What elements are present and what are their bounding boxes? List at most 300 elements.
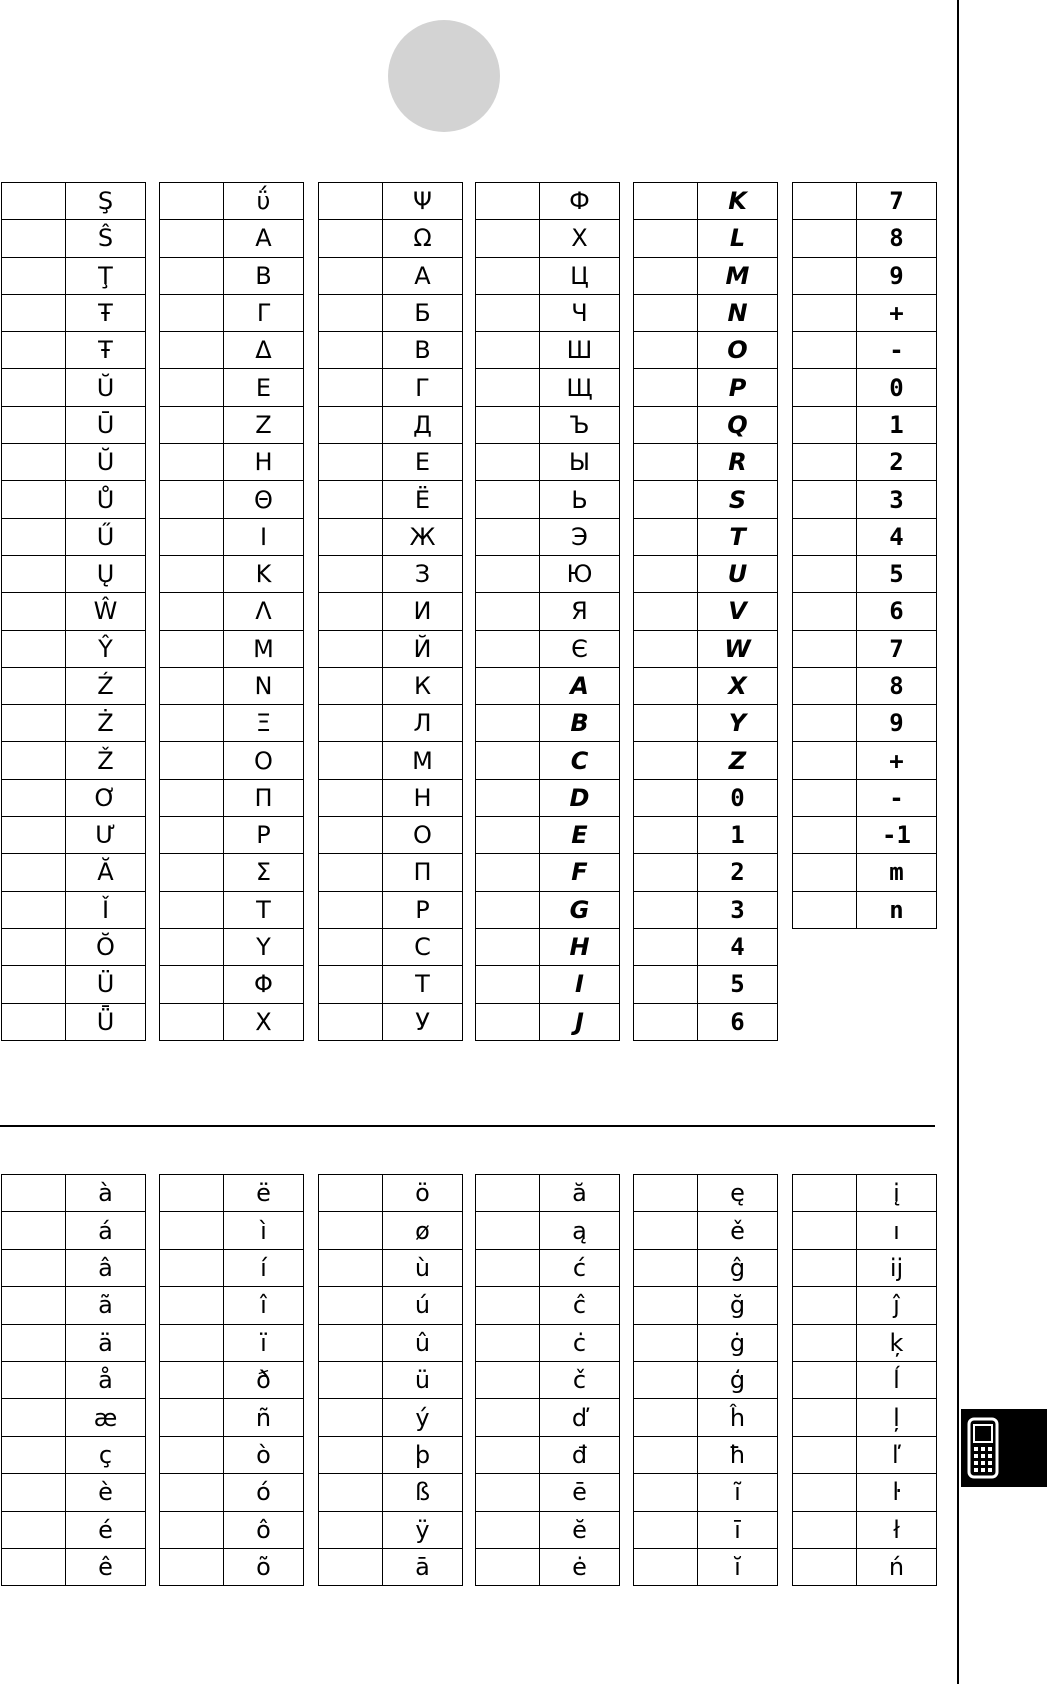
code-cell — [634, 1548, 698, 1585]
table-row — [160, 1399, 304, 1436]
table-row — [476, 1212, 620, 1249]
table-row — [160, 630, 304, 667]
char-cell: Ư — [66, 817, 146, 854]
code-cell — [476, 1175, 540, 1212]
table-row — [634, 294, 778, 331]
char-cell: Υ — [224, 928, 304, 965]
code-cell — [160, 1436, 224, 1473]
code-cell — [476, 257, 540, 294]
table-row — [793, 1212, 937, 1249]
table-row — [319, 817, 463, 854]
code-cell — [476, 183, 540, 220]
table-row — [319, 1249, 463, 1286]
char-cell: ĵ — [857, 1287, 937, 1324]
code-cell — [793, 183, 857, 220]
table-row — [793, 1474, 937, 1511]
code-cell — [319, 481, 383, 518]
code-cell — [160, 406, 224, 443]
top-tables-6 — [792, 182, 937, 929]
char-cell: ı — [857, 1212, 937, 1249]
char-cell: X — [698, 667, 778, 704]
table-row — [319, 854, 463, 891]
code-cell — [319, 1436, 383, 1473]
table-row — [793, 1175, 937, 1212]
code-cell — [476, 444, 540, 481]
char-cell: ä — [66, 1324, 146, 1361]
table-row — [476, 1175, 620, 1212]
code-cell — [476, 779, 540, 816]
code-cell — [319, 332, 383, 369]
code-cell — [2, 630, 66, 667]
table-row — [160, 518, 304, 555]
code-cell — [2, 966, 66, 1003]
table-row — [634, 1474, 778, 1511]
code-cell — [634, 705, 698, 742]
char-cell: M — [698, 257, 778, 294]
char-cell: ü — [383, 1361, 463, 1398]
table-row — [319, 1287, 463, 1324]
char-cell: Ű — [66, 518, 146, 555]
table-row — [319, 1511, 463, 1548]
char-cell: ġ — [698, 1324, 778, 1361]
table-row — [160, 1474, 304, 1511]
code-cell — [319, 779, 383, 816]
code-cell — [476, 705, 540, 742]
table-row — [2, 220, 146, 257]
code-cell — [2, 1511, 66, 1548]
char-cell: ú — [383, 1287, 463, 1324]
char-cell: ã — [66, 1287, 146, 1324]
code-cell — [319, 444, 383, 481]
code-cell — [160, 1175, 224, 1212]
code-cell — [319, 1175, 383, 1212]
char-cell: à — [66, 1175, 146, 1212]
char-cell: Τ — [224, 891, 304, 928]
code-cell — [160, 928, 224, 965]
table-row — [793, 332, 937, 369]
table-row — [476, 481, 620, 518]
char-cell: Ŭ — [66, 369, 146, 406]
code-cell — [319, 1511, 383, 1548]
char-cell: Ŏ — [66, 928, 146, 965]
code-cell — [319, 220, 383, 257]
code-cell — [160, 1324, 224, 1361]
table-row — [476, 966, 620, 1003]
table-row — [160, 966, 304, 1003]
code-cell — [793, 518, 857, 555]
code-cell — [160, 1548, 224, 1585]
table-row — [160, 593, 304, 630]
table-row — [2, 705, 146, 742]
code-cell — [319, 593, 383, 630]
code-cell — [2, 1287, 66, 1324]
char-cell: ń — [857, 1548, 937, 1585]
table-row — [2, 518, 146, 555]
table-row — [476, 705, 620, 742]
table-row — [634, 1436, 778, 1473]
bottom-tables-2 — [159, 1174, 304, 1586]
char-cell: ă — [540, 1175, 620, 1212]
code-cell — [634, 369, 698, 406]
char-cell: ĥ — [698, 1399, 778, 1436]
code-cell — [793, 555, 857, 592]
char-cell: Ь — [540, 481, 620, 518]
table-row — [793, 1548, 937, 1585]
table-row — [2, 742, 146, 779]
code-cell — [793, 742, 857, 779]
code-cell — [634, 928, 698, 965]
top-tables-2 — [159, 182, 304, 1041]
char-cell: þ — [383, 1436, 463, 1473]
char-cell: K — [698, 183, 778, 220]
table-row — [319, 555, 463, 592]
table-row — [793, 667, 937, 704]
table-row — [634, 183, 778, 220]
table-row — [160, 481, 304, 518]
table-row — [2, 332, 146, 369]
char-cell: U — [698, 555, 778, 592]
table-row — [319, 1361, 463, 1398]
code-cell — [160, 518, 224, 555]
code-cell — [2, 1361, 66, 1398]
char-cell: Т — [383, 966, 463, 1003]
char-cell: đ — [540, 1436, 620, 1473]
code-cell — [793, 481, 857, 518]
code-cell — [793, 369, 857, 406]
table-row — [634, 891, 778, 928]
char-cell: Є — [540, 630, 620, 667]
char-cell: T — [698, 518, 778, 555]
char-cell: č — [540, 1361, 620, 1398]
code-cell — [793, 1249, 857, 1286]
code-cell — [793, 1511, 857, 1548]
code-cell — [319, 705, 383, 742]
code-cell — [160, 854, 224, 891]
code-cell — [476, 1399, 540, 1436]
code-cell — [793, 705, 857, 742]
table-row — [793, 1399, 937, 1436]
code-cell — [634, 593, 698, 630]
char-cell: Ρ — [224, 817, 304, 854]
char-cell: ą — [540, 1212, 620, 1249]
table-row — [634, 928, 778, 965]
code-cell — [634, 1361, 698, 1398]
table-row — [319, 406, 463, 443]
char-cell: 8 — [857, 220, 937, 257]
code-cell — [160, 891, 224, 928]
code-cell — [160, 1287, 224, 1324]
table-row — [319, 742, 463, 779]
table-row — [319, 257, 463, 294]
code-cell — [319, 1324, 383, 1361]
code-cell — [793, 1399, 857, 1436]
table-row — [476, 630, 620, 667]
char-cell: Ü — [66, 966, 146, 1003]
table-row — [476, 1474, 620, 1511]
code-cell — [2, 183, 66, 220]
code-cell — [160, 1249, 224, 1286]
char-cell: J — [540, 1003, 620, 1040]
code-cell — [476, 1511, 540, 1548]
char-cell: Г — [383, 369, 463, 406]
table-row — [2, 817, 146, 854]
table-row — [319, 779, 463, 816]
code-cell — [160, 1361, 224, 1398]
char-cell: Ο — [224, 742, 304, 779]
char-cell: ç — [66, 1436, 146, 1473]
table-row — [634, 593, 778, 630]
table-row — [793, 742, 937, 779]
code-cell — [476, 593, 540, 630]
table-row — [793, 630, 937, 667]
char-cell: О — [383, 817, 463, 854]
bottom-tables-3 — [318, 1174, 463, 1586]
table-row — [2, 630, 146, 667]
code-cell — [319, 630, 383, 667]
code-cell — [793, 593, 857, 630]
table-row — [476, 1548, 620, 1585]
char-cell: Γ — [224, 294, 304, 331]
table-row — [476, 444, 620, 481]
table-row — [2, 1399, 146, 1436]
char-cell: ö — [383, 1175, 463, 1212]
code-cell — [634, 854, 698, 891]
code-cell — [319, 928, 383, 965]
table-row — [160, 891, 304, 928]
code-cell — [160, 1212, 224, 1249]
char-cell: 7 — [857, 630, 937, 667]
table-row — [476, 891, 620, 928]
char-cell: æ — [66, 1399, 146, 1436]
table-row — [160, 1436, 304, 1473]
code-cell — [2, 854, 66, 891]
table-row — [793, 444, 937, 481]
char-cell: - — [857, 779, 937, 816]
char-cell: 0 — [857, 369, 937, 406]
table-row — [793, 1324, 937, 1361]
code-cell — [476, 1003, 540, 1040]
code-cell — [2, 1175, 66, 1212]
code-cell — [319, 1474, 383, 1511]
table-row — [160, 1324, 304, 1361]
table-row — [319, 183, 463, 220]
table-row — [476, 183, 620, 220]
code-cell — [476, 817, 540, 854]
code-cell — [160, 294, 224, 331]
char-cell: Б — [383, 294, 463, 331]
code-cell — [2, 705, 66, 742]
code-cell — [634, 294, 698, 331]
char-cell: õ — [224, 1548, 304, 1585]
table-row — [476, 1324, 620, 1361]
table-row — [319, 294, 463, 331]
code-cell — [160, 555, 224, 592]
code-cell — [634, 742, 698, 779]
code-cell — [634, 406, 698, 443]
table-row — [793, 1436, 937, 1473]
section-divider — [0, 1125, 935, 1127]
char-cell: C — [540, 742, 620, 779]
table-row — [2, 1474, 146, 1511]
table-row — [319, 667, 463, 704]
table-row — [319, 1212, 463, 1249]
char-cell: ĩ — [698, 1474, 778, 1511]
char-cell: Ψ — [383, 183, 463, 220]
code-cell — [319, 294, 383, 331]
code-cell — [319, 555, 383, 592]
char-cell: Ů — [66, 481, 146, 518]
code-cell — [160, 1399, 224, 1436]
table-row — [2, 966, 146, 1003]
code-cell — [634, 183, 698, 220]
code-cell — [160, 630, 224, 667]
code-cell — [319, 257, 383, 294]
char-cell: ó — [224, 1474, 304, 1511]
table-row — [793, 854, 937, 891]
code-cell — [2, 779, 66, 816]
table-row — [319, 1436, 463, 1473]
table-row — [476, 593, 620, 630]
code-cell — [160, 183, 224, 220]
code-cell — [634, 1003, 698, 1040]
char-cell: Y — [698, 705, 778, 742]
table-row — [160, 928, 304, 965]
char-cell: 9 — [857, 257, 937, 294]
table-row — [634, 1249, 778, 1286]
table-row — [476, 406, 620, 443]
table-row — [634, 1287, 778, 1324]
char-cell: û — [383, 1324, 463, 1361]
table-row — [793, 891, 937, 928]
char-cell: Θ — [224, 481, 304, 518]
code-cell — [634, 1287, 698, 1324]
table-row — [476, 779, 620, 816]
table-row — [2, 183, 146, 220]
code-cell — [319, 891, 383, 928]
table-row — [2, 1324, 146, 1361]
table-row — [634, 1548, 778, 1585]
code-cell — [634, 257, 698, 294]
char-cell: Х — [540, 220, 620, 257]
char-cell: ğ — [698, 1287, 778, 1324]
table-row — [476, 1249, 620, 1286]
char-cell: Ų — [66, 555, 146, 592]
char-cell: ò — [224, 1436, 304, 1473]
table-row — [476, 220, 620, 257]
table-row — [634, 705, 778, 742]
table-row — [793, 555, 937, 592]
code-cell — [476, 1474, 540, 1511]
char-cell: Ŷ — [66, 630, 146, 667]
code-cell — [2, 1399, 66, 1436]
top-tables-4 — [475, 182, 620, 1041]
char-cell: Ŵ — [66, 593, 146, 630]
code-cell — [793, 1287, 857, 1324]
char-cell: + — [857, 294, 937, 331]
table-row — [160, 332, 304, 369]
code-cell — [476, 518, 540, 555]
code-cell — [634, 220, 698, 257]
code-cell — [2, 481, 66, 518]
code-cell — [476, 667, 540, 704]
char-cell: Δ — [224, 332, 304, 369]
char-cell: í — [224, 1249, 304, 1286]
table-row — [160, 1548, 304, 1585]
table-row — [634, 481, 778, 518]
table-row — [160, 1361, 304, 1398]
code-cell — [160, 332, 224, 369]
char-cell: ĕ — [540, 1511, 620, 1548]
table-row — [476, 1511, 620, 1548]
char-cell: ÿ — [383, 1511, 463, 1548]
table-row — [634, 630, 778, 667]
table-row — [2, 1361, 146, 1398]
code-cell — [319, 183, 383, 220]
code-cell — [2, 891, 66, 928]
char-cell: ĉ — [540, 1287, 620, 1324]
table-row — [634, 518, 778, 555]
table-row — [319, 593, 463, 630]
char-cell: Β — [224, 257, 304, 294]
table-row — [476, 1361, 620, 1398]
table-row — [634, 1175, 778, 1212]
code-cell — [634, 966, 698, 1003]
code-cell — [634, 1436, 698, 1473]
code-cell — [2, 518, 66, 555]
table-row — [634, 1324, 778, 1361]
char-cell: Ơ — [66, 779, 146, 816]
table-row — [319, 1399, 463, 1436]
table-row — [793, 481, 937, 518]
table-row — [160, 294, 304, 331]
code-cell — [793, 1548, 857, 1585]
char-cell: Щ — [540, 369, 620, 406]
table-row — [476, 294, 620, 331]
table-row — [634, 1399, 778, 1436]
table-row — [160, 183, 304, 220]
code-cell — [2, 257, 66, 294]
table-row — [476, 555, 620, 592]
char-cell: Э — [540, 518, 620, 555]
char-cell: ć — [540, 1249, 620, 1286]
table-row — [160, 1287, 304, 1324]
bottom-tables-4 — [475, 1174, 620, 1586]
table-row — [793, 294, 937, 331]
code-cell — [793, 1474, 857, 1511]
code-cell — [2, 369, 66, 406]
code-cell — [634, 555, 698, 592]
table-row — [634, 1003, 778, 1040]
code-cell — [634, 667, 698, 704]
char-cell: Р — [383, 891, 463, 928]
char-cell: Н — [383, 779, 463, 816]
table-row — [793, 183, 937, 220]
char-cell: 5 — [857, 555, 937, 592]
table-row — [634, 555, 778, 592]
code-cell — [793, 667, 857, 704]
table-row — [634, 406, 778, 443]
char-cell: Ż — [66, 705, 146, 742]
code-cell — [319, 854, 383, 891]
code-cell — [476, 1324, 540, 1361]
char-cell: ł — [857, 1511, 937, 1548]
chapter-tab — [961, 1409, 1047, 1487]
char-cell: ī — [698, 1511, 778, 1548]
table-row — [160, 779, 304, 816]
table-row — [160, 555, 304, 592]
code-cell — [793, 630, 857, 667]
table-row — [476, 817, 620, 854]
